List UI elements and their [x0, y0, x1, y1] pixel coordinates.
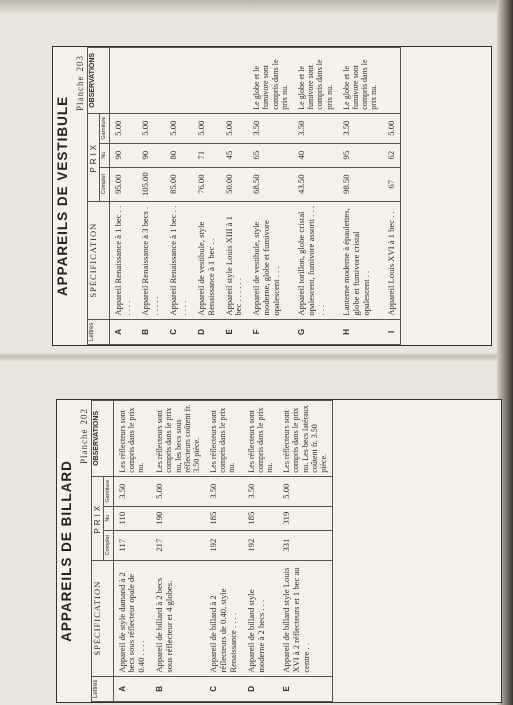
row-letter: A	[113, 676, 151, 701]
table-row	[248, 48, 293, 345]
row-complet: 192	[205, 530, 243, 560]
row-spec: Appareil style Louis XIII à 1 bec . . . . . .	[221, 201, 249, 319]
row-garniture: 5.00	[193, 113, 221, 143]
row-nu: 190	[151, 506, 205, 530]
price-table	[87, 47, 401, 345]
row-complet: 67	[383, 167, 401, 201]
row-complet: 85.00	[165, 167, 193, 201]
row-complet: 98.50	[338, 167, 383, 201]
row-observation	[165, 48, 193, 114]
table-row	[151, 401, 205, 702]
row-garniture: 5.00	[221, 113, 249, 143]
row-nu: 90	[109, 143, 137, 167]
header-lettres: Lettres	[92, 676, 114, 701]
row-observation	[137, 48, 165, 114]
table-row	[205, 401, 243, 702]
row-nu: 90	[137, 143, 165, 167]
table-row	[293, 48, 338, 345]
row-spec: Appareil de billard style moderne à 2 becs . . .	[243, 560, 279, 676]
row-spec: Appareil Louis XVI à 1 bec . .	[383, 201, 401, 319]
row-nu: 95	[338, 143, 383, 167]
table-row	[165, 48, 193, 345]
row-complet: 192	[243, 530, 279, 560]
row-complet: 217	[151, 530, 205, 560]
row-observation	[109, 48, 137, 114]
table-row	[338, 48, 383, 345]
header-observations: OBSERVATIONS	[88, 48, 110, 114]
table-row	[109, 48, 137, 345]
header-lettres: Lettres	[88, 319, 110, 344]
row-nu: 45	[221, 143, 249, 167]
header-complet: Complet	[104, 530, 113, 560]
row-letter: D	[243, 676, 279, 701]
row-garniture: 3.50	[113, 476, 151, 506]
row-spec: Appareil de style damand à 2 becs sous réflecteur opale de 0.40 . . . .	[113, 560, 151, 676]
row-spec: Appareil de billard à 2 becs sous réflecteur et 4 globes.	[151, 560, 205, 676]
page-gutter	[0, 352, 513, 362]
row-garniture: 5.00	[137, 113, 165, 143]
row-letter: B	[137, 319, 165, 344]
row-spec: Appareil de billard style Louis XVI à 2 réflecteurs et 1 bec au centre . .	[278, 560, 332, 676]
header-observations: OBSERVATIONS	[92, 401, 114, 477]
row-letter: I	[383, 319, 401, 344]
header-garniture: Garniture	[104, 476, 113, 506]
row-observation: Les réflecteurs sont compris dans le prix nu. Les becs latéraux coûtent fr. 3.50 pièce.	[278, 401, 332, 477]
row-letter: G	[293, 319, 338, 344]
row-complet: 50.00	[221, 167, 249, 201]
header-prix: PRIX	[88, 113, 100, 201]
row-nu: 319	[278, 506, 332, 530]
table-row	[221, 48, 249, 345]
planche-label	[75, 55, 85, 115]
table-header-row	[92, 401, 104, 702]
row-garniture: 5.00	[278, 476, 332, 506]
row-observation	[193, 48, 221, 114]
row-letter: B	[151, 676, 205, 701]
table-header-row	[88, 48, 100, 345]
row-complet: 68.50	[248, 167, 293, 201]
row-letter: C	[165, 319, 193, 344]
row-complet: 105.00	[137, 167, 165, 201]
row-letter: E	[221, 319, 249, 344]
header-specification: SPÉCIFICATION	[88, 201, 110, 319]
page-title: APPAREILS DE BILLARD	[59, 460, 74, 642]
row-letter: E	[278, 676, 332, 701]
row-spec: Appareil de billard à 2 réflecteurs de 0.40, style Renaissance . . . .	[205, 560, 243, 676]
row-garniture: 5.00	[151, 476, 205, 506]
table-row	[383, 48, 401, 345]
table-row	[137, 48, 165, 345]
table-row	[278, 401, 332, 702]
header-complet: Complet	[100, 167, 109, 201]
row-complet: 43.50	[293, 167, 338, 201]
row-observation: Les réflecteurs sont compris dans le prix nu.	[205, 401, 243, 477]
row-observation: Les réflecteurs sont compris dans le prix nu, les becs sous réflecteurs coûtent fr. 3.50 pièce.	[151, 401, 205, 477]
row-complet: 117	[113, 530, 151, 560]
row-observation: Le globe et le fumivore sont compris dans le prix nu.	[338, 48, 383, 114]
row-nu: 65	[248, 143, 293, 167]
row-letter: D	[193, 319, 221, 344]
row-garniture: 3.50	[248, 113, 293, 143]
row-observation	[383, 48, 401, 114]
page-title: APPAREILS DE VESTIBULE	[55, 95, 70, 297]
planche-label	[79, 408, 89, 468]
row-observation: Le globe et le fumivore sont compris dans le prix nu.	[293, 48, 338, 114]
row-spec: Appareil de vestibule, style Renaissance à 1 bec . .	[193, 201, 221, 319]
row-garniture: 5.00	[165, 113, 193, 143]
row-nu: 40	[293, 143, 338, 167]
row-spec: Lanterne moderne à épaulettes, globe et fumivore cristal opalescent . .	[338, 201, 383, 319]
row-spec: Appareil Renaissance à 3 becs . . . . . .	[137, 201, 165, 319]
row-observation: Les réflecteurs sont compris dans le prix nu.	[243, 401, 279, 477]
row-complet: 95.00	[109, 167, 137, 201]
table-row	[243, 401, 279, 702]
row-garniture: 3.50	[338, 113, 383, 143]
row-spec: Appareil de vestibule, style moderne, globe et fumivore opalescent . . .	[248, 201, 293, 319]
row-garniture: 5.00	[383, 113, 401, 143]
row-spec: Appareil Renaissance à 1 bec . . . . . .	[109, 201, 137, 319]
catalog-sheet	[52, 46, 492, 346]
row-letter: F	[248, 319, 293, 344]
row-spec: Appareil torillon, globe cristal opalescent, fumivore assorti . . . . . .	[293, 201, 338, 319]
row-spec: Appareil Renaissance à 1 bec . . . . . .	[165, 201, 193, 319]
header-nu: Nu	[100, 143, 109, 167]
row-letter: H	[338, 319, 383, 344]
header-garniture: Garniture	[100, 113, 109, 143]
row-nu: 185	[243, 506, 279, 530]
row-letter: A	[109, 319, 137, 344]
catalog-sheet	[56, 399, 502, 703]
row-observation: Le globe et le fumivore sont compris dans le prix nu.	[248, 48, 293, 114]
row-nu: 71	[193, 143, 221, 167]
table-row	[193, 48, 221, 345]
planche-word: Planche	[75, 75, 85, 111]
row-complet: 76.00	[193, 167, 221, 201]
header-prix: PRIX	[92, 476, 104, 560]
row-nu: 80	[165, 143, 193, 167]
planche-number: 203	[75, 55, 85, 72]
planche-number: 202	[79, 408, 89, 425]
row-garniture: 3.50	[205, 476, 243, 506]
row-complet: 331	[278, 530, 332, 560]
row-observation	[221, 48, 249, 114]
price-table	[91, 400, 333, 702]
binding-shadow	[0, 0, 513, 14]
row-garniture: 3.50	[293, 113, 338, 143]
row-nu: 62	[383, 143, 401, 167]
planche-word: Planche	[79, 428, 89, 464]
row-nu: 185	[205, 506, 243, 530]
row-letter: C	[205, 676, 243, 701]
header-specification: SPÉCIFICATION	[92, 560, 114, 676]
row-nu: 110	[113, 506, 151, 530]
catalog-page-billard	[56, 399, 502, 703]
row-garniture: 5.00	[109, 113, 137, 143]
catalog-page-vestibule	[52, 46, 492, 346]
row-observation: Les réflecteurs sont compris dans le prix nu.	[113, 401, 151, 477]
row-garniture: 3.50	[243, 476, 279, 506]
header-nu: Nu	[104, 506, 113, 530]
table-row	[113, 401, 151, 702]
